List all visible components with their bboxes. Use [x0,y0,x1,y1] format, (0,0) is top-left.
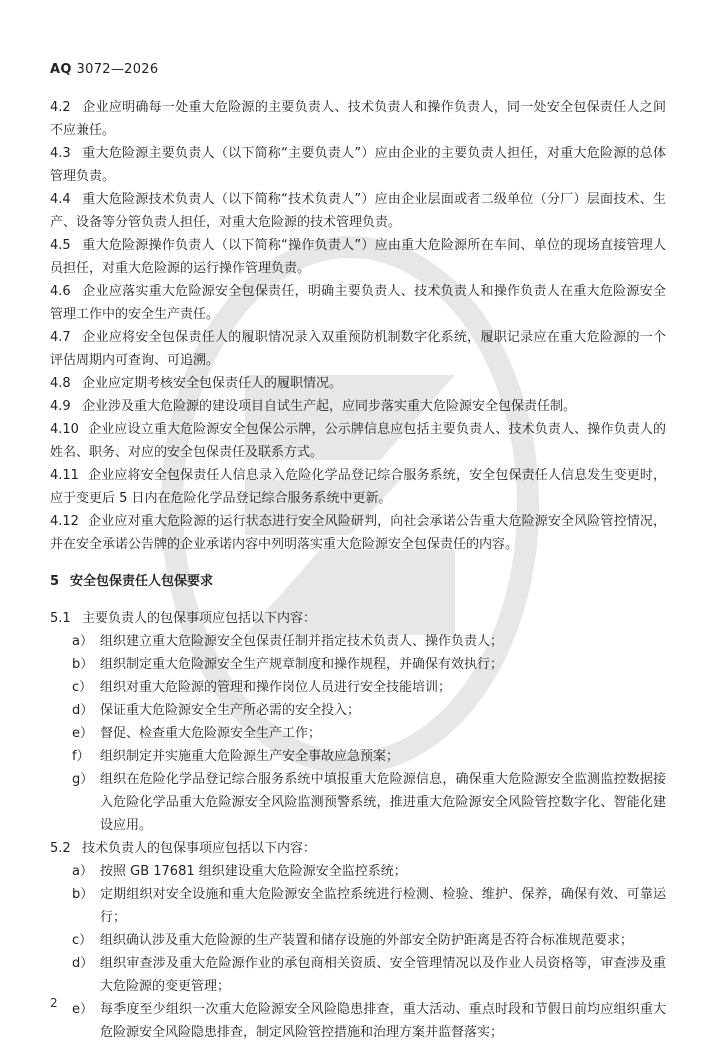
clause-5-2-list [50,860,666,1044]
clause-4-6: 4.6 企业应落实重大危险源安全包保责任，明确主要负责人、技术负责人和操作负责人在重大危险源安全管理工作中的安全生产责任。 [50,284,666,322]
list-item: b） 组织制定重大危险源安全生产规章制度和操作规程，并确保有效执行； [72,657,504,672]
clause-5-1-list [50,630,666,837]
section-5-title: 5 安全包保责任人包保要求 [50,574,214,589]
list-item: c） 组织对重大危险源的管理和操作岗位人员进行安全技能培训； [72,680,452,695]
list-item: a） 按照 GB 17681 组织建设重大危险源安全监控系统； [72,864,407,879]
clause-4-5: 4.5 重大危险源操作负责人（以下简称“操作负责人”）应由重大危险源所在车间、单位的现场直接管理人员担任，对重大危险源的运行操作管理负责。 [50,238,666,276]
clause-5-1: 5.1 主要负责人的包保事项应包括以下内容： [50,611,317,626]
clause-4-7: 4.7 企业应将安全包保责任人的履职情况录入双重预防机制数字化系统，履职记录应在重大危险源的一个评估周期内可查询、可追溯。 [50,330,666,368]
clause-4-10: 4.10 企业应设立重大危险源安全包保公示牌，公示牌信息应包括主要负责人、技术负责人、操作负责人的姓名、职务、对应的安全包保责任及联系方式。 [50,422,666,460]
clause-4-3: 4.3 重大危险源主要负责人（以下简称“主要负责人”）应由企业的主要负责人担任，对重大危险源的总体管理负责。 [50,146,666,184]
document-body [50,96,666,1044]
list-item: c） 组织确认涉及重大危险源的生产装置和储存设施的外部安全防护距离是否符合标准规范要求； [72,933,634,948]
page-number: 2 [50,996,58,1010]
list-item: b） 定期组织对安全设施和重大危险源安全监控系统进行检测、检验、维护、保养，确保有效、可靠运行； [72,887,666,925]
standard-code: AQ [50,62,72,77]
clause-4-8: 4.8 企业应定期考核安全包保责任人的履职情况。 [50,376,343,391]
list-item: a） 组织建立重大危险源安全包保责任制并指定技术负责人、操作负责人； [72,634,504,649]
list-item: d） 保证重大危险源安全生产所必需的安全投入； [72,703,361,718]
clause-4-11: 4.11 企业应将安全包保责任人信息录入危险化学品登记综合服务系统，安全包保责任人信息发生变更时，应于变更后 5 日内在危险化学品登记综合服务系统中更新。 [50,468,666,506]
list-item: g） 组织在危险化学品登记综合服务系统中填报重大危险源信息，确保重大危险源安全监测监控数据接入危险化学品重大危险源安全风险监测预警系统，推进重大危险源安全风险管控数字化、智能化建设应用。 [72,772,666,833]
list-item: f） 组织制定并实施重大危险源生产安全事故应急预案； [72,749,400,764]
list-item: d） 组织审查涉及重大危险源作业的承包商相关资质、安全管理情况以及作业人员资格等，审查涉及重大危险源的变更管理； [72,956,666,994]
clause-4-4: 4.4 重大危险源技术负责人（以下简称“技术负责人”）应由企业层面或者二级单位（分厂）层面技术、生产、设备等分管负责人担任，对重大危险源的技术管理负责。 [50,192,666,230]
list-item: e） 每季度至少组织一次重大危险源安全风险隐患排查，重大活动、重点时段和节假日前均应组织重大危险源安全风险隐患排查，制定风险管控措施和治理方案并监督落实； [72,1002,666,1040]
clause-4-9: 4.9 企业涉及重大危险源的建设项目自试生产起，应同步落实重大危险源安全包保责任制。 [50,399,577,414]
standard-header [50,62,158,77]
list-item: e） 督促、检查重大危险源安全生产工作； [72,726,322,741]
standard-number: 3072—2026 [76,62,159,77]
clause-4-12: 4.12 企业应对重大危险源的运行状态进行安全风险研判，向社会承诺公告重大危险源安全风险管控情况，并在安全承诺公告牌的企业承诺内容中列明落实重大危险源安全包保责任的内容。 [50,514,666,552]
clause-5-2: 5.2 技术负责人的包保事项应包括以下内容： [50,841,317,856]
clause-4-2: 4.2 企业应明确每一处重大危险源的主要负责人、技术负责人和操作负责人，同一处安全包保责任人之间不应兼任。 [50,100,666,138]
